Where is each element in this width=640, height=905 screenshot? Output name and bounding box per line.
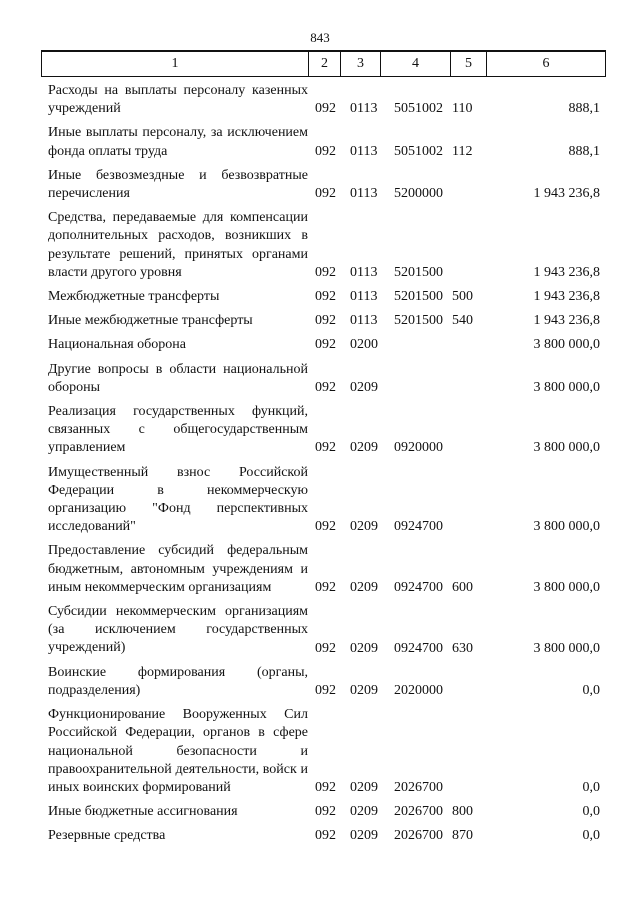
- gov-code: 092: [315, 579, 336, 595]
- section-code: 0209: [350, 640, 378, 656]
- gov-code: 092: [315, 682, 336, 698]
- section-code: 0113: [350, 313, 378, 329]
- amount: 1 943 236,8: [533, 264, 600, 280]
- gov-code: 092: [315, 379, 336, 395]
- section-code: 0200: [350, 337, 378, 353]
- section-code: 0209: [350, 682, 378, 698]
- expense-type-code: 540: [452, 313, 473, 329]
- table-row: [48, 288, 600, 306]
- expense-type-code: 110: [452, 101, 473, 117]
- row-codes: [48, 439, 600, 457]
- section-code: 0209: [350, 804, 378, 820]
- article-code: 0920000: [394, 440, 443, 456]
- article-code: 5051002: [394, 143, 443, 159]
- expense-type-code: 600: [452, 579, 473, 595]
- article-code: 5200000: [394, 186, 443, 202]
- row-description: Другие вопросы в области национальной обороны: [48, 361, 308, 395]
- page-number: 843: [310, 30, 330, 45]
- row-codes: [48, 143, 600, 161]
- article-code: 0924700: [394, 519, 443, 535]
- row-codes: [48, 682, 600, 700]
- table-row: [48, 803, 600, 821]
- section-code: 0209: [350, 519, 378, 535]
- amount: 1 943 236,8: [533, 313, 600, 329]
- row-description: Реализация государственных функций, связанных с общегосударственным управлением: [48, 404, 308, 456]
- row-codes: [48, 185, 600, 203]
- row-description: Воинские формирования (органы, подразделения): [48, 664, 308, 698]
- row-codes: [48, 579, 600, 597]
- row-description: Иные выплаты персоналу, за исключением фонда оплаты труда: [48, 125, 308, 159]
- amount: 0,0: [582, 682, 600, 698]
- row-description: Иные бюджетные ассигнования: [48, 804, 238, 820]
- amount: 3 800 000,0: [533, 640, 600, 656]
- gov-code: 092: [315, 804, 336, 820]
- row-description: Средства, передаваемые для компенсации дополнительных расходов, возникших в результате решений, принятых органами власти другого уровня: [48, 210, 308, 280]
- table-row: [48, 403, 600, 458]
- table-row: [48, 209, 600, 282]
- amount: 1 943 236,8: [533, 289, 600, 305]
- section-code: 0209: [350, 828, 378, 844]
- row-description: Предоставление субсидий федеральным бюджетным, автономным учреждениям и иным некоммерческим организациям: [48, 543, 308, 595]
- gov-code: 092: [315, 519, 336, 535]
- table-row: [48, 464, 600, 537]
- section-code: 0113: [350, 186, 378, 202]
- column-header-table: [41, 50, 606, 77]
- gov-code: 092: [315, 640, 336, 656]
- amount: 3 800 000,0: [533, 519, 600, 535]
- amount: 3 800 000,0: [533, 440, 600, 456]
- row-description: Иные межбюджетные трансферты: [48, 313, 253, 329]
- article-code: 0924700: [394, 579, 443, 595]
- row-codes: [48, 803, 600, 821]
- column-header-1: 1: [42, 51, 309, 77]
- row-description: Имущественный взнос Российской Федерации в некоммерческую организацию "Фонд перспективных исследований": [48, 464, 308, 535]
- row-description: Расходы на выплаты персоналу казенных учреждений: [48, 83, 308, 117]
- section-code: 0113: [350, 101, 378, 117]
- column-header-5: 5: [451, 51, 487, 77]
- article-code: 2026700: [394, 804, 443, 820]
- section-code: 0209: [350, 579, 378, 595]
- expense-type-code: 630: [452, 640, 473, 656]
- expense-type-code: 800: [452, 804, 473, 820]
- amount: 888,1: [568, 101, 600, 117]
- article-code: 0924700: [394, 640, 443, 656]
- table-row: [48, 603, 600, 658]
- gov-code: 092: [315, 828, 336, 844]
- gov-code: 092: [315, 186, 336, 202]
- article-code: 2026700: [394, 828, 443, 844]
- expense-type-code: 112: [452, 143, 473, 159]
- section-code: 0113: [350, 264, 378, 280]
- gov-code: 092: [315, 313, 336, 329]
- row-description: Субсидии некоммерческим организациям (за исключением государственных учреждений): [48, 604, 308, 656]
- row-codes: [48, 827, 600, 845]
- table-row: [48, 706, 600, 797]
- amount: 3 800 000,0: [533, 379, 600, 395]
- gov-code: 092: [315, 264, 336, 280]
- article-code: 2020000: [394, 682, 443, 698]
- section-code: 0113: [350, 289, 378, 305]
- row-codes: [48, 379, 600, 397]
- section-code: 0113: [350, 143, 378, 159]
- article-code: 5201500: [394, 289, 443, 305]
- row-codes: [48, 312, 600, 330]
- row-description: Функционирование Вооруженных Сил Российской Федерации, органов в сфере национальной безопасности и правоохранительной деятельности, войск и иных воинских формирований: [48, 707, 308, 795]
- row-description: Национальная оборона: [48, 337, 186, 353]
- table-row: [48, 664, 600, 700]
- column-header-2: 2: [309, 51, 341, 77]
- table-row: [48, 167, 600, 203]
- article-code: 5051002: [394, 101, 443, 117]
- table-row: [48, 542, 600, 597]
- section-code: 0209: [350, 440, 378, 456]
- table-row: [48, 361, 600, 397]
- gov-code: 092: [315, 101, 336, 117]
- row-codes: [48, 264, 600, 282]
- section-code: 0209: [350, 379, 378, 395]
- gov-code: 092: [315, 337, 336, 353]
- column-header-6: 6: [487, 51, 606, 77]
- row-description: Резервные средства: [48, 828, 166, 844]
- row-codes: [48, 336, 600, 354]
- row-description: Иные безвозмездные и безвозвратные перечисления: [48, 167, 308, 202]
- article-code: 2026700: [394, 779, 443, 795]
- row-description: Межбюджетные трансферты: [48, 289, 220, 305]
- amount: 1 943 236,8: [533, 186, 600, 202]
- column-header-4: 4: [381, 51, 451, 77]
- row-codes: [48, 100, 600, 118]
- gov-code: 092: [315, 779, 336, 795]
- amount: 0,0: [582, 804, 600, 820]
- table-row: [48, 82, 600, 118]
- row-codes: [48, 779, 600, 797]
- gov-code: 092: [315, 289, 336, 305]
- amount: 0,0: [582, 779, 600, 795]
- amount: 888,1: [568, 143, 600, 159]
- budget-table-body: [48, 82, 600, 852]
- gov-code: 092: [315, 440, 336, 456]
- expense-type-code: 870: [452, 828, 473, 844]
- column-header-row: [42, 51, 606, 77]
- amount: 3 800 000,0: [533, 337, 600, 353]
- table-row: [48, 124, 600, 160]
- row-codes: [48, 640, 600, 658]
- row-codes: [48, 518, 600, 536]
- article-code: 5201500: [394, 264, 443, 280]
- table-row: [48, 336, 600, 354]
- row-codes: [48, 288, 600, 306]
- amount: 3 800 000,0: [533, 579, 600, 595]
- column-header-3: 3: [341, 51, 381, 77]
- article-code: 5201500: [394, 313, 443, 329]
- table-row: [48, 312, 600, 330]
- section-code: 0209: [350, 779, 378, 795]
- table-row: [48, 827, 600, 845]
- amount: 0,0: [582, 828, 600, 844]
- expense-type-code: 500: [452, 289, 473, 305]
- gov-code: 092: [315, 143, 336, 159]
